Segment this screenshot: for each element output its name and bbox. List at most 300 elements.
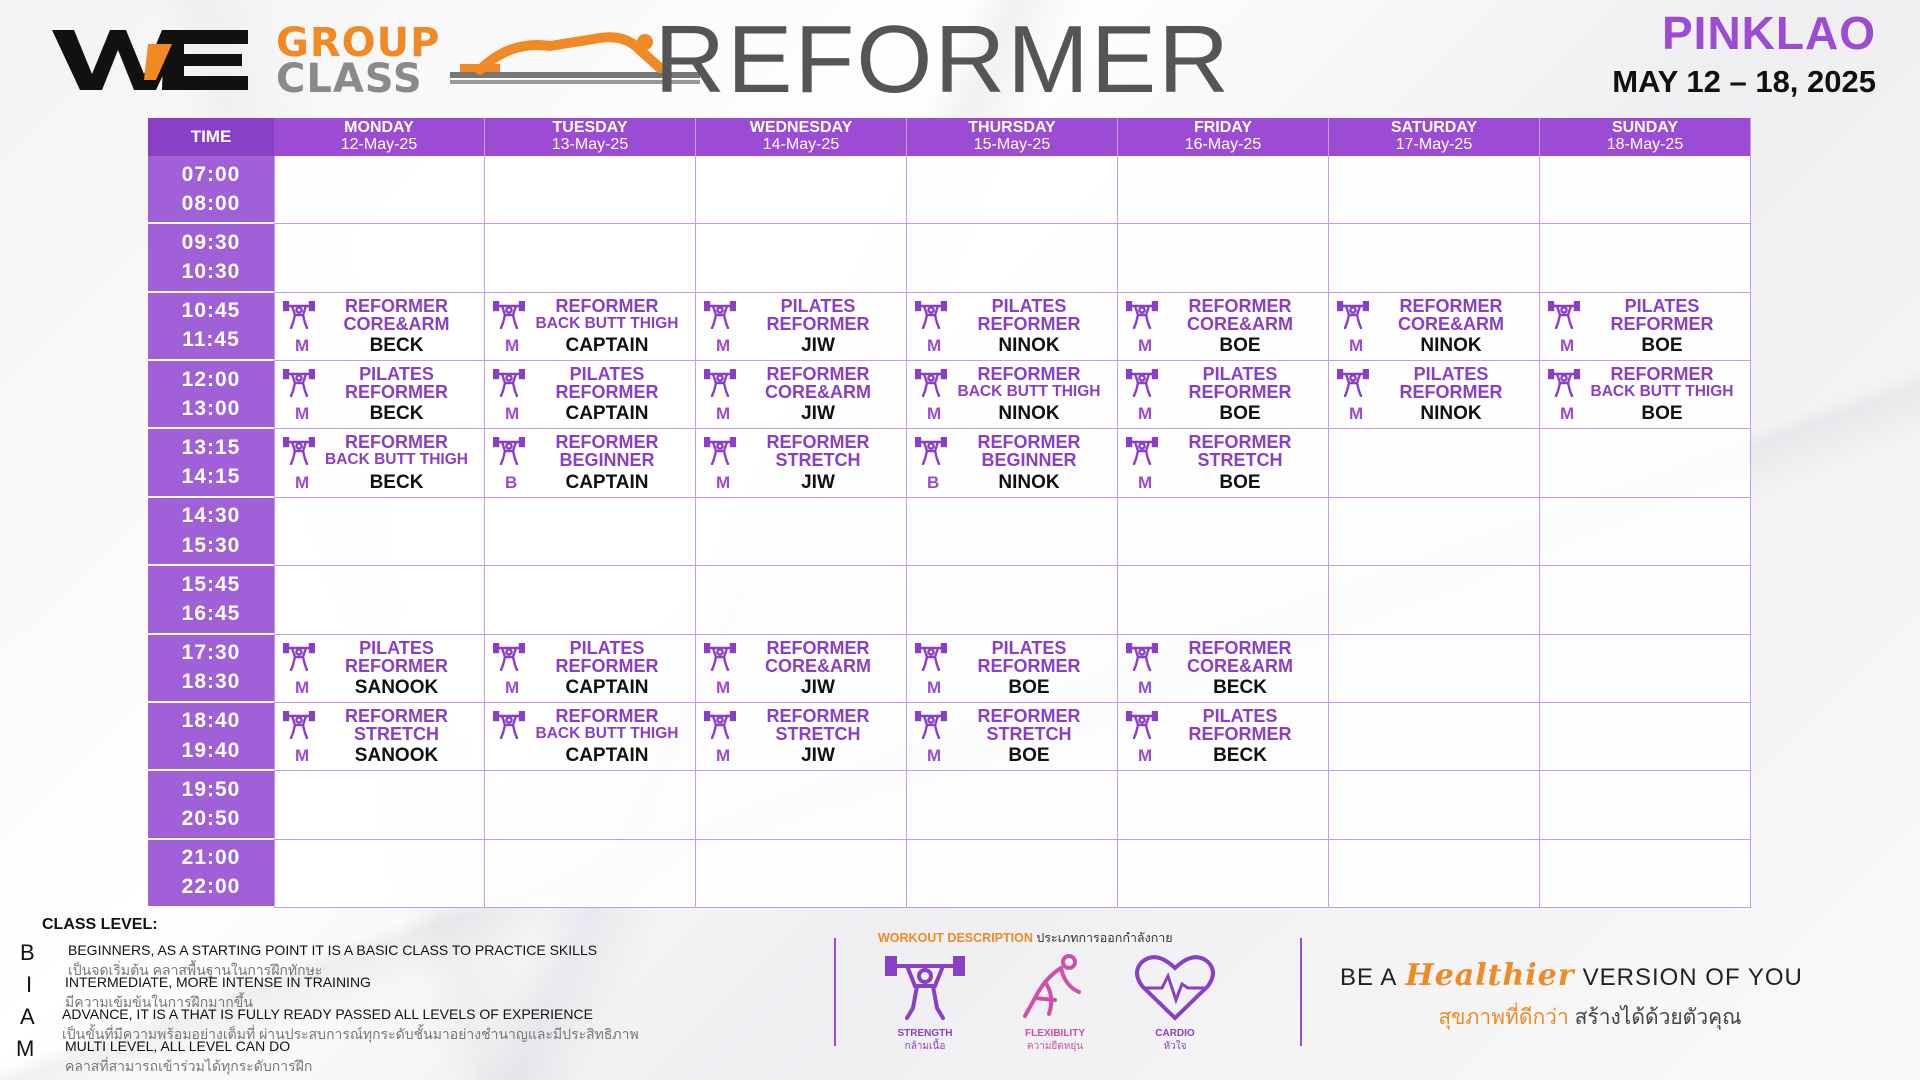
schedule-cell (907, 224, 1118, 292)
class-name-line2: CORE&ARM (765, 655, 871, 676)
strength-icon (1126, 301, 1158, 329)
class-name-line2: CORE&ARM (343, 313, 450, 334)
class-entry[interactable] (275, 361, 484, 428)
schedule-cell (1118, 498, 1329, 566)
coach-name: JIW (801, 403, 835, 425)
class-level: M (1138, 472, 1153, 492)
schedule-cell (1118, 156, 1329, 224)
logo-group-text: GROUP (276, 20, 441, 66)
coach-name: NINOK (1420, 335, 1482, 357)
schedule-cell[interactable] (485, 635, 696, 703)
coach-name: SANOOK (354, 676, 439, 698)
time-end: 10:30 (181, 260, 241, 284)
class-name-line1: PILATES (1202, 705, 1278, 726)
class-name-line1: REFORMER (766, 637, 870, 658)
time-end: 14:15 (181, 465, 241, 489)
coach-name: CAPTAIN (565, 745, 649, 767)
schedule-cell (907, 566, 1118, 634)
time-end: 16:45 (181, 601, 241, 625)
strength-icon (704, 711, 736, 739)
legend-title: CLASS LEVEL: (42, 916, 158, 933)
strength-icon (493, 437, 525, 465)
class-level: M (1138, 677, 1153, 697)
class-entry[interactable] (275, 293, 484, 360)
time-end: 20:50 (181, 806, 241, 830)
schedule-cell[interactable] (696, 429, 907, 497)
class-entry[interactable] (1329, 361, 1539, 428)
time-start: 10:45 (181, 299, 241, 323)
coach-name: BOE (1219, 471, 1261, 493)
date-range: MAY 12 – 18, 2025 (1612, 64, 1876, 99)
strength-icon (283, 711, 315, 739)
workout-label: STRENGTH (897, 1028, 953, 1039)
schedule-cell (696, 566, 907, 634)
schedule-cell (274, 498, 485, 566)
we-logo (52, 24, 252, 94)
time-slot-label (148, 566, 274, 634)
time-end: 13:00 (181, 396, 241, 420)
slogan-english: BE A Healthier VERSION OF YOU (1340, 958, 1803, 993)
schedule-cell[interactable] (1118, 635, 1329, 703)
class-name-line1: REFORMER (766, 432, 870, 453)
schedule-cell (1329, 429, 1540, 497)
logo-reformer-text: REFORMER (654, 6, 1231, 113)
schedule-cell (1540, 566, 1751, 634)
schedule-cell (1540, 156, 1751, 224)
footer-divider (1300, 938, 1302, 1046)
time-start: 21:00 (181, 846, 241, 870)
class-name (1158, 639, 1322, 675)
day-column-header (1118, 118, 1329, 156)
time-slot-label (148, 771, 274, 839)
time-end: 19:40 (181, 738, 241, 762)
time-column-header: TIME (148, 118, 274, 156)
schedule-cell (1540, 224, 1751, 292)
strength-icon (885, 952, 965, 1024)
day-column-header (696, 118, 907, 156)
schedule-cell (274, 566, 485, 634)
class-name (1580, 297, 1744, 333)
class-entry[interactable] (907, 429, 1117, 496)
slogan-thai: สุขภาพที่ดีกว่า สร้างได้ด้วยตัวคุณ (1438, 1006, 1742, 1029)
class-name (947, 297, 1111, 333)
class-name-line2: BACK BUTT THIGH (535, 724, 679, 742)
class-level: M (927, 746, 942, 766)
day-date: 18-May-25 (1606, 136, 1684, 153)
class-level: M (927, 336, 942, 356)
level-description-thai: เป็นจดเริ่มต้น คลาสพื้นฐานในการฝึกทักษะ (68, 962, 323, 978)
coach-name: JIW (801, 676, 835, 698)
day-date: 16-May-25 (1184, 136, 1262, 153)
class-name-line2: REFORMER (977, 313, 1081, 334)
class-level: M (716, 404, 731, 424)
schedule-cell[interactable] (696, 635, 907, 703)
schedule-cell (274, 840, 485, 908)
class-name (1158, 707, 1322, 743)
class-name-line2: CORE&ARM (1398, 313, 1504, 334)
strength-icon (1548, 301, 1580, 329)
class-entry[interactable] (1118, 361, 1328, 428)
schedule-cell (1540, 498, 1751, 566)
cardio-icon (1132, 952, 1218, 1024)
schedule-cell (907, 498, 1118, 566)
class-name (1369, 297, 1533, 333)
class-name-line2: BACK BUTT THIGH (1590, 383, 1734, 401)
strength-icon (915, 301, 947, 329)
time-end: 15:30 (181, 533, 241, 557)
class-entry[interactable] (1329, 293, 1539, 360)
coach-name: BECK (1213, 676, 1267, 698)
day-date: 13-May-25 (551, 136, 629, 153)
class-level-legend (16, 916, 820, 1076)
workout-label-thai: กล้ามเนื้อ (904, 1041, 946, 1052)
strength-icon (1126, 437, 1158, 465)
class-name (736, 707, 900, 743)
class-name-line2: CORE&ARM (765, 382, 871, 403)
strength-icon (493, 643, 525, 671)
strength-icon (493, 301, 525, 329)
class-level: B (505, 472, 518, 492)
day-date: 14-May-25 (762, 136, 840, 153)
coach-name: BOE (1219, 335, 1261, 357)
schedule-cell[interactable] (1540, 361, 1751, 429)
class-entry[interactable] (275, 703, 484, 770)
day-name: TUESDAY (552, 119, 628, 137)
class-name (525, 365, 689, 401)
class-name-line1: PILATES (569, 364, 645, 385)
class-name (525, 433, 689, 469)
day-name: WEDNESDAY (749, 119, 853, 137)
schedule-cell (1540, 840, 1751, 908)
schedule-cell[interactable] (1118, 703, 1329, 771)
class-name (736, 433, 900, 469)
time-slot-label (148, 293, 274, 361)
class-name-line2: REFORMER (345, 382, 448, 403)
footer-divider (834, 938, 836, 1046)
class-entry[interactable] (907, 361, 1117, 428)
schedule-cell[interactable] (907, 635, 1118, 703)
class-name-line2: BACK BUTT THIGH (957, 383, 1101, 401)
class-name-line1: REFORMER (977, 364, 1081, 385)
class-level: M (1560, 404, 1575, 424)
time-end: 22:00 (181, 875, 241, 899)
class-name-line2: STRETCH (986, 723, 1072, 744)
class-name-line2: REFORMER (555, 655, 659, 676)
class-entry[interactable] (485, 635, 695, 702)
coach-name: CAPTAIN (565, 403, 649, 425)
class-entry[interactable] (485, 293, 695, 360)
class-name-line1: REFORMER (977, 432, 1081, 453)
strength-icon (283, 437, 315, 465)
day-date: 12-May-25 (340, 136, 418, 153)
class-name (1158, 297, 1322, 333)
class-entry[interactable] (1118, 703, 1328, 770)
schedule-cell (907, 156, 1118, 224)
class-name (525, 297, 689, 333)
class-name-line1: REFORMER (1610, 364, 1714, 385)
class-name-line1: REFORMER (1399, 295, 1503, 316)
day-column-header (274, 118, 485, 156)
schedule-cell (485, 771, 696, 839)
schedule-cell (1329, 771, 1540, 839)
class-name-line2: CORE&ARM (1187, 655, 1293, 676)
schedule-cell[interactable] (1540, 293, 1751, 361)
time-slot-label (148, 429, 274, 497)
class-name (525, 707, 689, 743)
level-description-thai: เป็นขั้นที่มีความพร้อมอย่างเต็มที่ ผ่านประสบการณ์ทุกระดับชั้นมาอย่างชำนาญและมีประสิทธิภาพ (62, 1026, 639, 1042)
schedule-cell[interactable] (907, 293, 1118, 361)
time-start: 07:00 (181, 162, 241, 186)
class-name (1158, 365, 1322, 401)
level-letter: I (26, 972, 33, 997)
class-name-line2: REFORMER (1610, 313, 1714, 334)
class-name-line1: PILATES (359, 637, 434, 658)
class-name-line2: REFORMER (1188, 382, 1292, 403)
schedule-cell[interactable] (485, 361, 696, 429)
header (0, 0, 1920, 118)
time-start: 18:40 (181, 709, 241, 733)
class-entry[interactable] (907, 293, 1117, 360)
class-name-line1: PILATES (359, 364, 434, 385)
day-column-header (907, 118, 1118, 156)
strength-icon (704, 369, 736, 397)
coach-name: JIW (801, 471, 835, 493)
class-name (947, 365, 1111, 401)
schedule-cell[interactable] (696, 703, 907, 771)
strength-icon (704, 437, 736, 465)
class-level: M (505, 404, 520, 424)
schedule-cell[interactable] (274, 703, 485, 771)
schedule-cell[interactable] (274, 635, 485, 703)
class-entry[interactable] (485, 703, 695, 770)
schedule-cell[interactable] (1329, 361, 1540, 429)
schedule-cell (1329, 498, 1540, 566)
schedule-cell (1540, 429, 1751, 497)
strength-icon (1337, 301, 1369, 329)
level-description-thai: คลาสที่สามารถเข้าร่วมได้ทุกระดับการฝึก (65, 1058, 313, 1074)
class-level: M (1138, 746, 1153, 766)
class-name (315, 365, 478, 401)
class-name-line2: REFORMER (977, 655, 1081, 676)
class-name-line2: CORE&ARM (1187, 313, 1293, 334)
schedule-cell (1540, 771, 1751, 839)
coach-name: NINOK (998, 335, 1060, 357)
class-level: M (716, 677, 731, 697)
class-name-line2: BEGINNER (559, 450, 655, 471)
class-level: M (927, 677, 942, 697)
class-name-line2: STRETCH (775, 450, 861, 471)
strength-icon (704, 643, 736, 671)
strength-icon (283, 301, 315, 329)
strength-icon (915, 369, 947, 397)
schedule-cell[interactable] (907, 429, 1118, 497)
schedule-cell[interactable] (274, 293, 485, 361)
class-level: M (1349, 404, 1364, 424)
workout-flexibility (1000, 952, 1110, 1054)
class-entry[interactable] (696, 635, 906, 702)
day-column-header (1540, 118, 1751, 156)
time-start: 14:30 (181, 504, 241, 528)
schedule-cell[interactable] (274, 429, 485, 497)
schedule-cell (696, 156, 907, 224)
class-name (315, 433, 478, 469)
schedule-cell (1118, 840, 1329, 908)
class-name-line2: REFORMER (1188, 723, 1292, 744)
class-entry[interactable] (696, 361, 906, 428)
class-entry[interactable] (1118, 293, 1328, 360)
class-entry[interactable] (1540, 293, 1750, 360)
class-entry[interactable] (485, 429, 695, 496)
schedule-cell (1118, 566, 1329, 634)
class-name-line1: REFORMER (1188, 432, 1292, 453)
class-name (736, 365, 900, 401)
class-entry[interactable] (907, 703, 1117, 770)
level-description: ADVANCE, IT IS A THAT IS FULLY READY PASSED ALL LEVELS OF EXPERIENCE (62, 1006, 593, 1022)
class-name-line2: REFORMER (766, 313, 870, 334)
coach-name: NINOK (998, 471, 1060, 493)
class-name (315, 707, 478, 743)
schedule-cell (696, 771, 907, 839)
class-level: M (1560, 336, 1575, 356)
class-name-line1: REFORMER (345, 705, 448, 726)
level-description-thai: มีความเข้มข้นในการฝึกมากขึ้น (65, 994, 253, 1010)
schedule-cell (1329, 635, 1540, 703)
schedule-cell (1329, 840, 1540, 908)
time-start: 15:45 (181, 572, 241, 596)
class-name-line1: REFORMER (345, 432, 448, 453)
class-entry[interactable] (485, 361, 695, 428)
class-name-line1: PILATES (1624, 295, 1700, 316)
class-name-line2: REFORMER (555, 382, 659, 403)
day-name: SATURDAY (1390, 119, 1478, 137)
day-column-header (485, 118, 696, 156)
schedule-cell (485, 498, 696, 566)
schedule-cell[interactable] (274, 361, 485, 429)
level-letter: M (16, 1036, 35, 1061)
class-entry[interactable] (275, 429, 484, 496)
class-name-line1: PILATES (780, 295, 856, 316)
class-entry[interactable] (275, 635, 484, 702)
class-name-line1: REFORMER (977, 705, 1081, 726)
class-name-line2: BACK BUTT THIGH (325, 451, 468, 469)
schedule-cell (696, 224, 907, 292)
class-name-line1: REFORMER (555, 705, 659, 726)
level-description: MULTI LEVEL, ALL LEVEL CAN DO (65, 1038, 291, 1054)
schedule-cell (485, 840, 696, 908)
coach-name: BOE (1008, 745, 1050, 767)
class-entry[interactable] (1118, 635, 1328, 702)
schedule-cell (1540, 703, 1751, 771)
class-entry[interactable] (696, 703, 906, 770)
svg-text:WE: WE (52, 24, 54, 25)
class-name (525, 639, 689, 675)
schedule-cell (1329, 566, 1540, 634)
class-level: M (716, 336, 731, 356)
class-name-line1: PILATES (1202, 364, 1278, 385)
schedule-cell[interactable] (1118, 361, 1329, 429)
class-name-line1: REFORMER (555, 432, 659, 453)
class-level: M (927, 404, 942, 424)
schedule-cell[interactable] (696, 361, 907, 429)
coach-name: SANOOK (354, 745, 439, 767)
class-level: M (295, 472, 310, 492)
schedule-cell[interactable] (907, 703, 1118, 771)
strength-icon (493, 369, 525, 397)
day-name: FRIDAY (1193, 119, 1253, 137)
strength-icon (915, 711, 947, 739)
class-level: M (295, 677, 310, 697)
class-name-line1: PILATES (991, 637, 1067, 658)
workout-cardio (1120, 952, 1230, 1054)
schedule-cell[interactable] (907, 361, 1118, 429)
schedule-cell (1540, 635, 1751, 703)
schedule-cell (485, 224, 696, 292)
schedule-cell[interactable] (696, 293, 907, 361)
flexibility-icon (1015, 952, 1095, 1024)
branch-name: PINKLAO (1662, 7, 1876, 59)
class-name (947, 707, 1111, 743)
class-level: M (716, 746, 731, 766)
schedule-cell (907, 771, 1118, 839)
coach-name: CAPTAIN (565, 335, 649, 357)
class-name-line1: PILATES (1413, 364, 1489, 385)
schedule-cell[interactable] (1118, 429, 1329, 497)
schedule-cell[interactable] (485, 293, 696, 361)
strength-icon (915, 437, 947, 465)
coach-name: BECK (1213, 745, 1267, 767)
schedule-cell[interactable] (485, 429, 696, 497)
time-slot-label (148, 361, 274, 429)
coach-name: BECK (369, 335, 424, 357)
class-level: M (295, 404, 310, 424)
class-name (1158, 433, 1322, 469)
class-entry[interactable] (1118, 429, 1328, 496)
class-name (947, 639, 1111, 675)
class-entry[interactable] (696, 293, 906, 360)
schedule-cell (274, 771, 485, 839)
class-entry[interactable] (1540, 361, 1750, 428)
class-level: M (1138, 404, 1153, 424)
strength-icon (493, 711, 525, 739)
schedule-cell (1329, 703, 1540, 771)
day-name: SUNDAY (1611, 119, 1679, 137)
class-name-line2: STRETCH (354, 723, 439, 744)
coach-name: BECK (369, 471, 424, 493)
coach-name: BECK (369, 403, 424, 425)
class-entry[interactable] (907, 635, 1117, 702)
class-name (736, 297, 900, 333)
time-slot-label (148, 156, 274, 224)
day-date: 15-May-25 (973, 136, 1051, 153)
day-column-header (1329, 118, 1540, 156)
time-slot-label (148, 498, 274, 566)
schedule-cell[interactable] (1118, 293, 1329, 361)
schedule-cell (696, 840, 907, 908)
schedule-cell (485, 156, 696, 224)
class-name (947, 433, 1111, 469)
class-name-line2: BEGINNER (981, 450, 1077, 471)
schedule-cell[interactable] (1329, 293, 1540, 361)
class-entry[interactable] (696, 429, 906, 496)
time-slot-label (148, 840, 274, 908)
schedule-cell[interactable] (485, 703, 696, 771)
schedule-cell (485, 566, 696, 634)
time-start: 12:00 (181, 367, 241, 391)
class-name (1580, 365, 1744, 401)
day-name: THURSDAY (968, 119, 1056, 137)
class-name-line1: REFORMER (1188, 295, 1292, 316)
workout-strength (870, 952, 980, 1054)
